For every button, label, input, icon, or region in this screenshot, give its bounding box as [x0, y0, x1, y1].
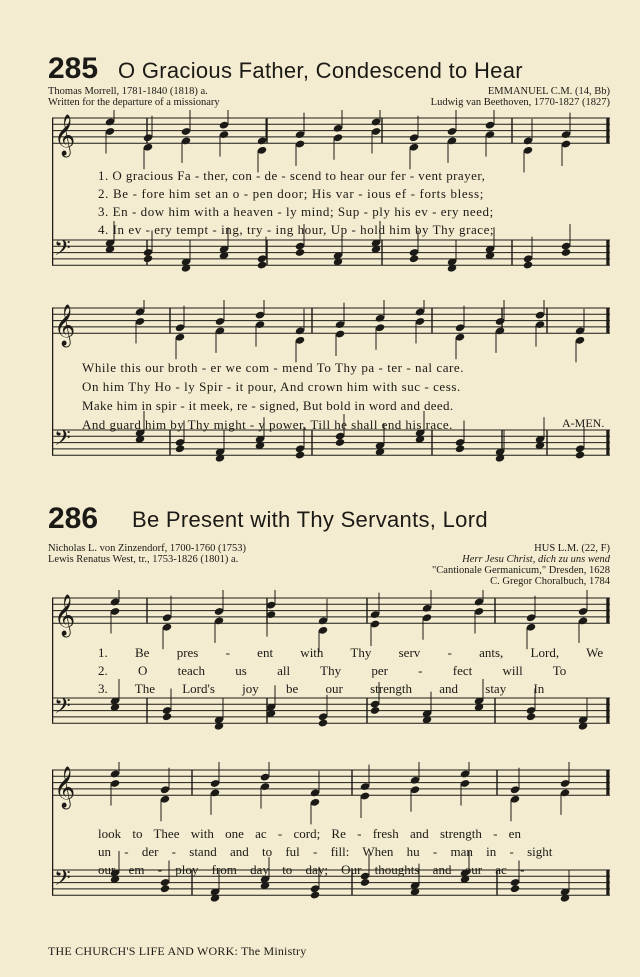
hymn-286-s2-verse-2: un - der - stand and to ful - fill: When hu - man in - sight	[98, 844, 553, 859]
hymn-286-translator: Lewis Renatus West, tr., 1753-1826 (1801) a.	[48, 554, 239, 565]
notehead	[295, 248, 305, 257]
hymn-286-author: Nicholas L. von Zinzendorf, 1700-1760 (1753)	[48, 543, 246, 554]
hymn-285-composer: Ludwig van Beethoven, 1770-1827 (1827)	[430, 97, 610, 108]
hymn-285-s2-verse-3: Make him in spir - it meek, re - signed, But bold in word and deed.	[82, 398, 454, 413]
hymn-285-s1-verse-3: 3. En - dow him with a heaven - ly mind; Sup - ply his ev - ery need;	[98, 204, 494, 219]
notehead	[143, 254, 153, 263]
page-footer: THE CHURCH'S LIFE AND WORK: The Ministry	[48, 944, 307, 958]
hymn-286-source-2: C. Gregor Choralbuch, 1784	[490, 576, 610, 587]
notehead	[257, 261, 267, 270]
notehead	[523, 261, 533, 270]
notehead	[335, 438, 345, 447]
hymn-286-s2-verse-1: look to Thee with one ac - cord; Re - fresh and strength - en	[98, 826, 521, 841]
notehead	[409, 254, 419, 263]
notehead	[310, 891, 320, 900]
bass-clef-icon: 𝄢	[54, 693, 71, 724]
notehead	[575, 451, 585, 460]
bass-clef-icon: 𝄢	[54, 425, 71, 456]
hymn-286-s2-verse-3: our em - ploy from day to day; Our thoughts and our ac -	[98, 862, 525, 877]
hymn-286-s1-verse-1: 1. Be pres - ent with Thy serv - ants, Lord, We	[98, 645, 604, 660]
notehead	[295, 451, 305, 460]
hymn-285-tune: EMMANUEL C.M. (14, Bb)	[487, 86, 610, 97]
hymn-285-s1-verse-1: 1. O gracious Fa - ther, con - de - scend to hear our fer - vent prayer,	[98, 168, 486, 183]
hymn-285-verses-system-2	[82, 360, 464, 436]
hymn-285-s2-verse-1: While this our broth - er we com - mend To Thy pa - ter - nal care.	[82, 360, 465, 375]
hymn-286-number: 286	[48, 502, 99, 535]
hymn-285-title: O Gracious Father, Condescend to Hear	[118, 58, 523, 83]
hymn-285-s2-verse-4: And guard him by Thy might - y power, Till he shall end his race.	[82, 417, 453, 432]
hymn-286-source: "Cantionale Germanicum," Dresden, 1628	[432, 565, 610, 576]
hymn-285-amen: A-MEN.	[562, 416, 605, 430]
hymn-285-s1-verse-4: 4. In ev - ery tempt - ing, try - ing hour, Up - hold him by Thy grace;	[98, 222, 495, 237]
hymn-285-number: 285	[48, 52, 99, 85]
hymn-286-tune: HUS L.M. (22, F)	[534, 543, 610, 554]
notehead	[526, 712, 536, 721]
hymn-286-verses-system-1	[98, 645, 603, 699]
hymn-285-verses-system-1	[98, 168, 494, 240]
treble-clef-icon: 𝄞	[54, 595, 76, 637]
hymn-286-s1-verse-3: 3. The Lord's joy be our strength and stay In	[98, 681, 545, 696]
hymn-285-s2-verse-2: On him Thy Ho - ly Spir - it pour, And crown him with suc - cess.	[82, 379, 461, 394]
notehead	[175, 444, 185, 453]
notehead	[455, 444, 465, 453]
hymn-286-verses-system-2	[98, 826, 552, 880]
hymn-285-author: Thomas Morrell, 1781-1840 (1818) a.	[48, 86, 208, 97]
treble-clef-icon: 𝄞	[54, 767, 76, 809]
notehead	[370, 706, 380, 715]
bass-clef-icon: 𝄢	[54, 235, 71, 266]
treble-clef-icon: 𝄞	[54, 305, 76, 347]
notehead	[160, 884, 170, 893]
hymn-286-title: Be Present with Thy Servants, Lord	[132, 507, 488, 532]
notehead	[561, 248, 571, 257]
hymn-285-s1-verse-2: 2. Be - fore him set an o - pen door; His var - ious ef - forts bless;	[98, 186, 484, 201]
notehead	[318, 719, 328, 728]
notehead	[162, 712, 172, 721]
bass-clef-icon: 𝄢	[54, 865, 71, 896]
notehead	[510, 884, 520, 893]
hymn-286-original-title: Herr Jesu Christ, dich zu uns wend	[462, 554, 610, 565]
treble-clef-icon: 𝄞	[54, 115, 76, 157]
hymn-286-s1-verse-2: 2. O teach us all Thy per - fect will To	[98, 663, 567, 678]
hymn-285-occasion: Written for the departure of a missionary	[48, 97, 220, 108]
